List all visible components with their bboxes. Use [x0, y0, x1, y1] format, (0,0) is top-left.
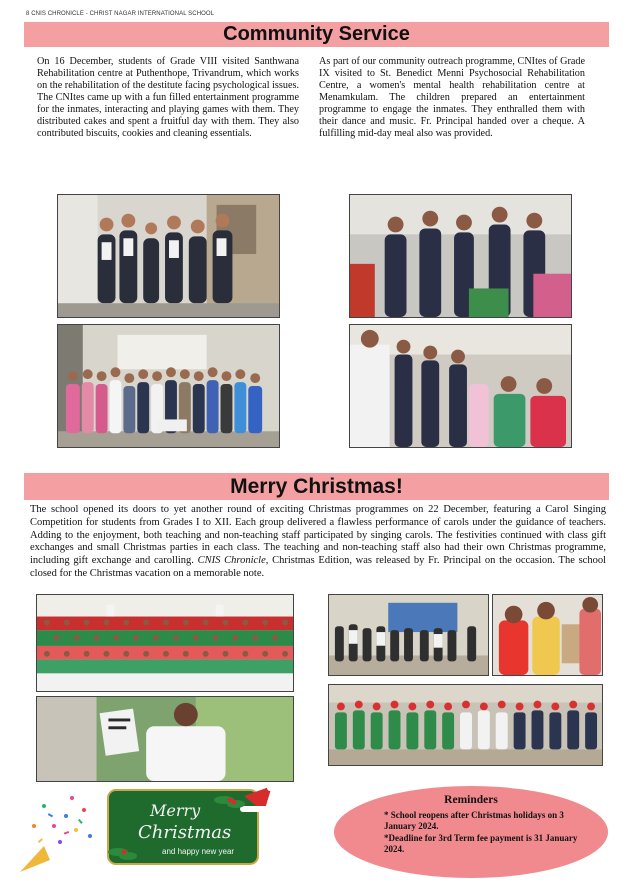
christmas-paragraph — [30, 504, 606, 581]
photo-principal-chronicle — [36, 696, 294, 782]
christmas-text-italic: CNIS Chronicle — [197, 555, 266, 567]
christmas-title: Merry Christmas! — [24, 473, 609, 500]
christmas-text-part2: , Christmas Edition, was released by Fr. Principal on the occasion. The school closed for the Christmas vacation on a memorable note. — [30, 555, 606, 579]
reminders-box — [334, 786, 608, 878]
photo-staff-hall — [328, 594, 489, 676]
photo-gift-exchange — [492, 594, 603, 676]
community-service-title: Community Service — [24, 22, 609, 47]
community-right-paragraph: As part of our community outreach programme, CNItes of Grade IX visited to St. Benedict Menni Psychosocial Rehabilitation Centre, a women's mental health rehabilitation centre at Menamkulam. The children prepared an entertainment programme to engage the inmates. They enthralled them with their dance and music. Fr. Principal handed over a cheque. A fulfilling mid-day meal also was provided. — [319, 56, 585, 139]
running-head: 8 CNIS CHRONICLE - CHRIST NAGAR INTERNATIONAL SCHOOL — [26, 11, 215, 17]
card-line-merry: Merry — [150, 801, 201, 820]
photo-students-christmas-hats — [328, 684, 603, 766]
merry-christmas-card — [104, 782, 274, 868]
photo-group-rehab-centre — [57, 324, 280, 448]
reminders-title: Reminders — [444, 794, 498, 806]
photo-cheque-handover — [349, 324, 572, 448]
card-line-new-year: and happy new year — [162, 847, 235, 856]
reminder-school-reopens: * School reopens after Christmas holidays on 3 January 2024. — [384, 810, 564, 831]
photo-auditorium-carols — [36, 594, 294, 692]
photo-students-with-inmates — [349, 194, 572, 318]
community-left-paragraph: On 16 December, students of Grade VIII visited Santhwana Rehabilitation centre at Puthenthope, Trivandrum, which works on the rehabilitation of the destitute facing psychological issues. The CNItes came up with a fun filled entertainment programme for the inmates, interacting and playing games with them. They distributed cakes and spent a fruitful day with them. They also contributed biscuits, cookies and cleaning essentials. — [37, 56, 299, 139]
confetti-popper-decoration — [14, 786, 104, 876]
photo-students-corridor — [57, 194, 280, 318]
card-line-christmas: Christmas — [138, 822, 232, 843]
reminder-fee-deadline: *Deadline for 3rd Term fee payment is 31 January 2024. — [384, 833, 578, 854]
christmas-text-part1: The school opened its doors to yet another round of exciting Christmas programmes on 22 December, featuring a Carol Singing Competition for students from Grades I to XII. Each group delivered a flawless performance of carols under the guidance of teachers. Adding to the enjoyment, both teaching and non-teaching staff participated by singing carols. The festivities continued with class gift exchanges and small Christmas parties in each class. The teaching and non-teaching staff also had their own Christmas programme, including gift exchange and carolling. — [30, 504, 606, 567]
